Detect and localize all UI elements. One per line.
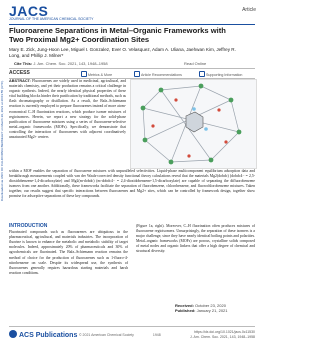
toc-graphic[interactable] — [130, 79, 257, 169]
journal-reference: J. Am. Chem. Soc. 2021, 143, 1948–1958 — [190, 334, 255, 339]
supporting-info-label: Supporting Information — [206, 73, 243, 77]
intro-right-column — [136, 224, 255, 255]
recommendations-button[interactable] — [134, 71, 182, 77]
metrics-icon — [81, 71, 87, 77]
journal-logo[interactable] — [9, 3, 93, 21]
intro-paragraph-right: (Figure 1a, right). Moreover, C–H fluorination often produces mixtures of fluoroarene regioisomers. Unsurprisingly, the separation of these isomers is a major challenge, since they have nearly identical boiling points and polarities. Metal–organic frameworks (MOFs) are porous, crystalline solids composed of metal nodes and organic linkers that offer a high degree of chemical and structural diversity. — [136, 224, 255, 254]
mof-structure-illustration — [131, 80, 256, 168]
journal-name: JACS — [9, 3, 49, 19]
recommendations-icon — [134, 71, 140, 77]
abstract-label: ABSTRACT: — [9, 79, 31, 83]
publisher-name: ACS Publications — [19, 332, 78, 339]
article-dates — [175, 303, 228, 314]
acs-logo-icon — [9, 330, 17, 338]
header-divider — [9, 24, 255, 25]
metrics-label: Metrics & More — [88, 73, 113, 77]
abstract-continuation: within a MOF enables the separation of fluoroarene mixtures with unparalleled selectivities. Liquid-phase multicomponent equilibrium adsorption data and breakthrough measurements coupled with van der Waals-corrected density functional theory calculations reveal that the materials Mg2(dobdc) (dobdc4− = 2,5-dioxidobenzene-1,4-dicarboxylate) and Mg2(m-dobdc) (m-dobdc4− = 2,4-dioxidobenzene-1,5-dicarboxylate) are capable of separating the difluorobenzene isomers from one another. Additionally, these frameworks facilitate the separation of fluorobenzene, chlorobenzene, and fluorochlorobenzene mixtures. Taken together, our results suggest that specific interactions between fluoroarenes and Mg2+ sites, which can be controlled by framework design, together show promise for adsorptive separations of these key compounds. — [9, 169, 255, 199]
abstract-text — [9, 79, 126, 140]
download-notice-text: Downloaded via UNIV OF CALIFORNIA BERKELEY on March 29, 2021 at 20:03:55 (UTC). — [0, 80, 4, 202]
section-heading-introduction: INTRODUCTION — [9, 223, 48, 229]
received-label: Received: — [175, 303, 194, 308]
cite-line — [14, 61, 254, 66]
supporting-info-icon — [199, 71, 205, 77]
page-number: 1948 — [152, 333, 161, 337]
metrics-button[interactable] — [81, 71, 112, 77]
journal-subtitle: JOURNAL OF THE AMERICAN CHEMICAL SOCIETY — [9, 17, 94, 21]
author-list[interactable]: Mary E. Zick, Jung-Hoon Lee, Miguel I. Gonzalez, Ever O. Velasquez, Adam A. Uliana, Jaehwan Kim, Jeffrey R. Long, and Phillip J. Milner* — [9, 47, 236, 58]
doi-block — [190, 330, 255, 339]
published-label: Published: — [175, 308, 196, 314]
download-notice — [0, 80, 5, 320]
copyright-notice — [79, 333, 161, 337]
article-actions-bar — [9, 68, 255, 79]
intro-left-column — [9, 224, 128, 276]
supporting-info-button[interactable] — [199, 71, 242, 77]
intro-paragraph-left: Fluorinated compounds such as fluoroarenes are ubiquitous in the pharmaceutical, agricultural, and materials industries. The incorporation of fluorine is known to enhance the metabolic and metabolic stability of target molecules. Indeed, approximately 20% of pharmaceuticals and 30% of agrochemicals are fluorinated. The Balz–Schiemann reaction remains the method of choice for the production of fluoroarenes such as 1-fluoro-4-nitrobenzene on scale. Despite its widespread use, the synthesis of fluoroarenes generally requires hazardous starting materials and harsh reaction conditions. — [9, 230, 128, 275]
recommendations-label: Article Recommendations — [141, 73, 182, 77]
received-date: October 23, 2020 — [195, 303, 226, 308]
copyright-text: © 2021 American Chemical Society — [79, 333, 134, 337]
abstract-body: Fluoroarenes are widely used in medicinal, agricultural, and materials chemistry, and yet their production remains a critical challenge in organic synthesis. Indeed, the nearly identical physical properties of these vital building blocks hinder their purification by traditional methods, such as flash chromatography or distillation. As a result, the Balz–Schiemann reaction is currently employed to prepare fluoroarenes instead of more atom-economical C–H fluorination reactions, which produce isomer mixtures of regioisomers. Herein, we report a new strategy for the solid-phase purification of fluoroarene mixtures using a series of fluoroarene-selective metal–organic frameworks (MOFs). Specifically, we demonstrate that controlling the interaction of fluoroarenes with adjacent coordinatively unsaturated Mg2+ centers — [9, 79, 126, 140]
citation-text[interactable]: J. Am. Chem. Soc. 2021, 143, 1948–1958 — [33, 61, 108, 66]
access-label: ACCESS — [9, 70, 30, 76]
publisher-logo[interactable] — [9, 330, 77, 339]
cite-label: Cite This: — [14, 61, 33, 66]
page-footer — [9, 326, 255, 341]
article-title: Fluoroarene Separations in Metal–Organic Frameworks with Two Proximal Mg2+ Coordination Sites — [9, 26, 226, 44]
doi-link[interactable]: https://dx.doi.org/10.1021/jacs.0c11530 — [194, 330, 255, 334]
article-type-label: Article — [242, 7, 256, 13]
read-online-link[interactable]: Read Online — [184, 61, 207, 66]
published-date: January 21, 2021 — [196, 308, 228, 314]
